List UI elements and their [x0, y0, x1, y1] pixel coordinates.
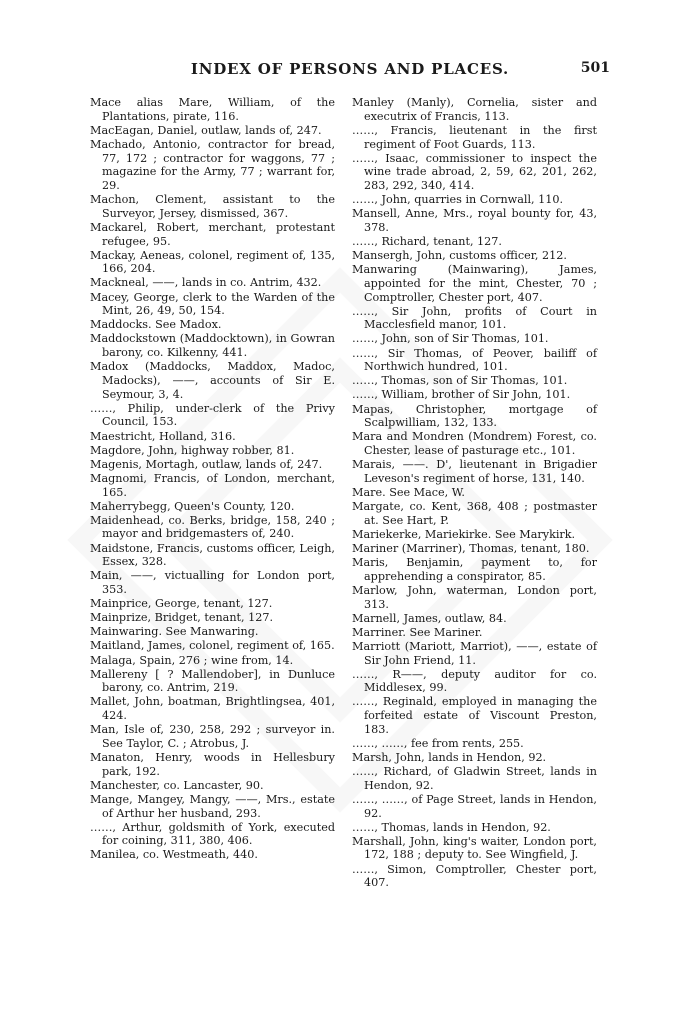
index-entry: Mariner (Marriner), Thomas, tenant, 180. — [352, 541, 590, 555]
index-entry: ……, ……, fee from rents, 255. — [352, 736, 524, 750]
index-entry: Manchester, co. Lancaster, 90. — [90, 778, 264, 792]
index-entry: ……, Sir John, profits of Court in Macclesfield manor, 101. — [352, 304, 597, 332]
page-header — [90, 60, 610, 84]
index-entry: ……, ……, of Page Street, lands in Hendon, 92. — [352, 792, 597, 820]
index-entry: Manaton, Henry, woods in Hellesbury park, 192. — [90, 750, 335, 778]
index-entry: Magdore, John, highway robber, 81. — [90, 443, 295, 457]
index-entry: Marnell, James, outlaw, 84. — [352, 611, 507, 625]
index-entry: Macey, George, clerk to the Warden of the Mint, 26, 49, 50, 154. — [90, 290, 335, 318]
index-entry: Machado, Antonio, contractor for bread, 77, 172 ; contractor for waggons, 77 ; magazine for the Army, 77 ; warrant for, 29. — [90, 137, 335, 192]
index-entry: Mackay, Aeneas, colonel, regiment of, 135, 166, 204. — [90, 248, 335, 276]
index-entry: Manwaring (Mainwaring), James, appointed for the mint, Chester, 70 ; Comptroller, Chester port, 407. — [352, 263, 597, 304]
index-column-left — [90, 96, 335, 863]
index-entry: ……, Richard, tenant, 127. — [352, 234, 502, 248]
index-entry: Mare. See Mace, W. — [352, 485, 465, 499]
index-entry: Mainprice, George, tenant, 127. — [90, 597, 273, 611]
index-entry: ……, Thomas, lands in Hendon, 92. — [352, 820, 551, 834]
index-entry: Main, ——, victualling for London port, 353. — [90, 569, 335, 597]
index-entry: Mapas, Christopher, mortgage of Scalpwilliam, 132, 133. — [352, 402, 597, 430]
index-entry: ……, Isaac, commissioner to inspect the wine trade abroad, 2, 59, 62, 201, 262, 283, 292, 340, 414. — [352, 151, 597, 192]
index-entry: Manilea, co. Westmeath, 440. — [90, 848, 258, 862]
index-entry: Madox (Maddocks, Maddox, Madoc, Madocks), ——, accounts of Sir E. Seymour, 3, 4. — [90, 360, 335, 401]
index-entry: Mackarel, Robert, merchant, protestant refugee, 95. — [90, 220, 335, 248]
index-entry: Magnomi, Francis, of London, merchant, 165. — [90, 471, 335, 499]
index-entry: Marlow, John, waterman, London port, 313. — [352, 583, 597, 611]
index-entry: Mainprize, Bridget, tenant, 127. — [90, 611, 274, 625]
index-entry: Marshall, John, king's waiter, London port, 172, 188 ; deputy to. See Wingfield, J. — [352, 834, 597, 862]
index-entry: Mackneal, ——, lands in co. Antrim, 432. — [90, 276, 322, 290]
index-entry: ……, Sir Thomas, of Peover, bailiff of Northwich hundred, 101. — [352, 346, 597, 374]
index-entry: ……, Arthur, goldsmith of York, executed for coining, 311, 380, 406. — [90, 820, 335, 848]
index-entry: Marriner. See Mariner. — [352, 625, 483, 639]
index-entry: MacEagan, Daniel, outlaw, lands of, 247. — [90, 123, 322, 137]
index-entry: Mange, Mangey, Mangy, ——, Mrs., estate of Arthur her husband, 293. — [90, 792, 335, 820]
index-entry: Marsh, John, lands in Hendon, 92. — [352, 750, 547, 764]
index-entry: Mara and Mondren (Mondrem) Forest, co. Chester, lease of pasturage etc., 101. — [352, 430, 597, 458]
index-entry: Maddockstown (Maddocktown), in Gowran barony, co. Kilkenny, 441. — [90, 332, 335, 360]
index-entry: ……, Richard, of Gladwin Street, lands in Hendon, 92. — [352, 765, 597, 792]
index-entry: Maddocks. See Madox. — [90, 318, 222, 332]
index-entry: Malaga, Spain, 276 ; wine from, 14. — [90, 653, 294, 667]
page-number: 501 — [580, 60, 610, 76]
index-entry: ……, William, brother of Sir John, 101. — [352, 388, 571, 402]
index-entry: Man, Isle of, 230, 258, 292 ; surveyor in. See Taylor, C. ; Atrobus, J. — [90, 723, 335, 750]
index-entry: Mansergh, John, customs officer, 212. — [352, 249, 567, 263]
running-title: INDEX OF PERSONS AND PLACES. — [190, 60, 510, 78]
index-entry: ……, Reginald, employed in managing the forfeited estate of Viscount Preston, 183. — [352, 695, 597, 736]
index-entry: ……, Thomas, son of Sir Thomas, 101. — [352, 374, 568, 388]
index-entry: Marriott (Mariott, Marriot), ——, estate of Sir John Friend, 11. — [352, 639, 597, 667]
index-entry: ……, Francis, lieutenant in the first regiment of Foot Guards, 113. — [352, 123, 597, 151]
index-entry: Manley (Manly), Cornelia, sister and executrix of Francis, 113. — [352, 96, 597, 123]
index-entry: Mansell, Anne, Mrs., royal bounty for, 43, 378. — [352, 207, 597, 234]
index-entry: Maestricht, Holland, 316. — [90, 429, 236, 443]
index-entry: ……, John, son of Sir Thomas, 101. — [352, 332, 549, 346]
index-entry: Magenis, Mortagh, outlaw, lands of, 247. — [90, 457, 323, 471]
index-entry: Maherrybegg, Queen's County, 120. — [90, 499, 295, 513]
index-entry: ……, R——, deputy auditor for co. Middlesex, 99. — [352, 667, 597, 695]
index-entry: Mariekerke, Mariekirke. See Marykirk. — [352, 527, 576, 541]
index-entry: Maitland, James, colonel, regiment of, 165. — [90, 639, 335, 653]
index-entry: Mallet, John, boatman, Brightlingsea, 401, 424. — [90, 695, 335, 723]
index-entry: Maris, Benjamin, payment to, for apprehending a conspirator, 85. — [352, 556, 597, 583]
index-entry: ……, Philip, under-clerk of the Privy Council, 153. — [90, 401, 335, 429]
index-entry: Marais, ——. D', lieutenant in Brigadier Leveson's regiment of horse, 131, 140. — [352, 458, 597, 485]
index-column-right — [352, 96, 597, 890]
index-entry: ……, Simon, Comptroller, Chester port, 407. — [352, 862, 597, 890]
index-entry: ……, John, quarries in Cornwall, 110. — [352, 193, 564, 207]
index-entry: Mainwaring. See Manwaring. — [90, 625, 259, 639]
index-entry: Maidenhead, co. Berks, bridge, 158, 240 ; mayor and bridgemasters of, 240. — [90, 513, 335, 541]
index-entry: Mace alias Mare, William, of the Plantations, pirate, 116. — [90, 96, 335, 123]
index-entry: Maidstone, Francis, customs officer, Leigh, Essex, 328. — [90, 541, 335, 569]
index-entry: Margate, co. Kent, 368, 408 ; postmaster at. See Hart, P. — [352, 500, 597, 527]
index-entry: Mallereny [ ? Mallendober], in Dunluce barony, co. Antrim, 219. — [90, 667, 335, 695]
index-entry: Machon, Clement, assistant to the Surveyor, Jersey, dismissed, 367. — [90, 193, 335, 220]
